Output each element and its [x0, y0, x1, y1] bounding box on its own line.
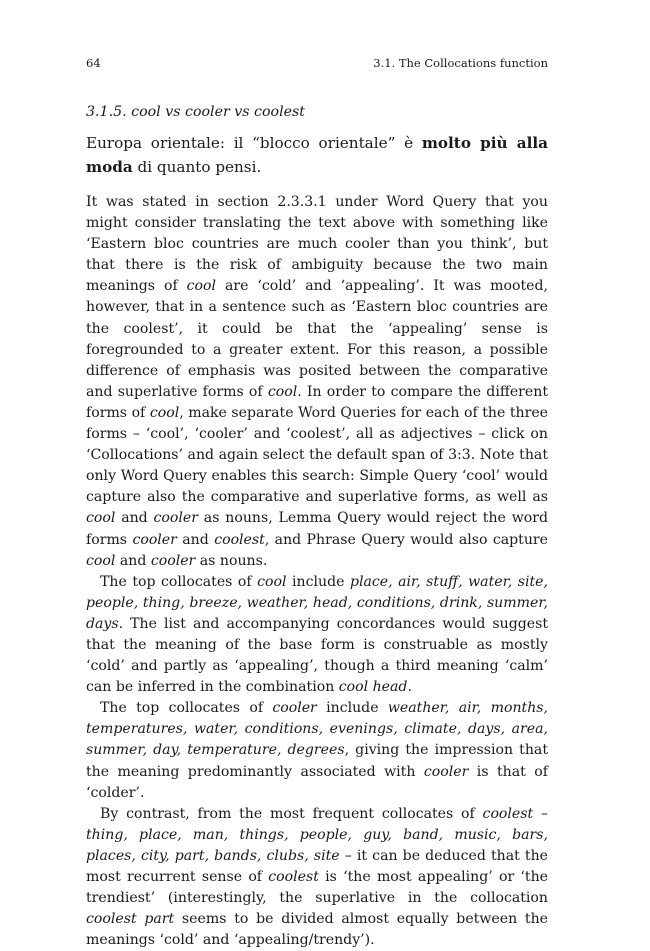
text-run: – it can be deduced that the most recurrent sense of [86, 847, 548, 885]
text-run: are ‘cold’ and ‘appealing’. It was mooted, however, that in a sentence such as ‘Eastern bloc countries are the coolest’, it could be that the ‘appealing’ sense is foregrounded to a greater extent. For this reason, a possible difference of emphasis was posited between the comparative and superlative forms of [86, 278, 548, 400]
text-run: as nouns. [195, 552, 268, 569]
italic-term: cooler [272, 700, 317, 717]
text-run: By contrast, from the most frequent collocates of [100, 805, 483, 822]
text-run: and [176, 531, 215, 548]
paragraph-3 [86, 698, 548, 803]
text-run: is ‘the most appealing’ or ‘the trendiest’ (interestingly, the superlative in the collocation [86, 869, 548, 907]
paragraph-4 [86, 804, 548, 951]
text-run: is that of ‘colder’. [86, 763, 548, 801]
italic-term: cool [149, 404, 180, 421]
text-run: and [115, 510, 154, 527]
paragraph-1 [86, 192, 548, 572]
text-run: seems to be divided almost equally between the meanings ‘cold’ and ‘appealing/trendy’). [86, 911, 548, 949]
italic-term: cool [86, 552, 116, 569]
italic-collocate-list: weather, air, months, temperatures, water, conditions, evenings, climate, days, area, summer, day, temperature, degrees [86, 700, 548, 759]
text-run: , make separate Word Queries for each of the three forms – ‘cool’, ‘cooler’ and ‘coolest’, all as adjectives – click on ‘Collocations’ and again select the default span of 3:3. Note that only Word Query enables this search: Simple Query ‘cool’ would capture also the comparative and superlative forms, as well as [86, 404, 548, 506]
italic-term: coolest [268, 869, 319, 885]
text-run: The top collocates of [100, 573, 258, 590]
section-title: 3.1.5. cool vs cooler vs coolest [86, 104, 306, 120]
italic-collocate-list: place, air, stuff, water, site, people, thing, breeze, weather, head, conditions, drink, summer, days [86, 573, 548, 632]
italic-term: coolest [482, 805, 534, 822]
text-run: – [533, 805, 548, 822]
italic-term: cool [257, 573, 287, 590]
italic-term: cooler [132, 531, 177, 548]
example-sentence [86, 131, 548, 179]
text-run: . In order to compare the different forms of [86, 383, 548, 421]
text-run: as nouns, Lemma Query would reject the word forms [86, 510, 549, 548]
example-text-1: Europa orientale: il “blocco orientale” è [86, 134, 422, 152]
section-label: 3.1. The Collocations function [373, 56, 548, 70]
text-run: The top collocates of [100, 700, 273, 717]
italic-term: coolest [214, 531, 265, 548]
italic-term: cool [86, 510, 116, 527]
italic-term: cooler [423, 763, 469, 780]
page-number: 64 [86, 56, 101, 70]
example-text-2: di quanto pensi. [132, 158, 262, 176]
text-run: and [115, 552, 151, 569]
italic-collocate-list: thing, place, man, things, people, guy, band, music, bars, places, city, part, bands, clubs, site [86, 826, 548, 864]
italic-term: cool [267, 383, 298, 400]
italic-term: cooler [153, 510, 198, 527]
text-run: include [286, 573, 350, 590]
text-run: . [407, 679, 412, 696]
text-run: , and Phrase Query would also capture [264, 531, 548, 548]
italic-term: cool [186, 278, 216, 295]
example-bold-phrase: molto più alla moda [86, 134, 549, 176]
text-run: include [316, 700, 388, 717]
text-run: , giving the impression that the meaning predominantly associated with [86, 742, 548, 780]
italic-term: cool head [338, 679, 408, 696]
text-run: . The list and accompanying concordances would suggest that the meaning of the base form is construable as mostly ‘cold’ and partly as ‘appealing’, though a third meaning ‘calm’ can be inferred in the combination [86, 615, 548, 696]
paragraph-2 [86, 572, 548, 699]
italic-term: cooler [150, 552, 196, 569]
body-text [86, 192, 548, 951]
running-head [86, 56, 548, 70]
text-run: It was stated in section 2.3.3.1 under Word Query that you might consider translating the text above with something like ‘Eastern bloc countries are much cooler than you think’, but that there is the risk of ambiguity because the two main meanings of [86, 194, 548, 295]
italic-term: coolest part [86, 911, 175, 928]
